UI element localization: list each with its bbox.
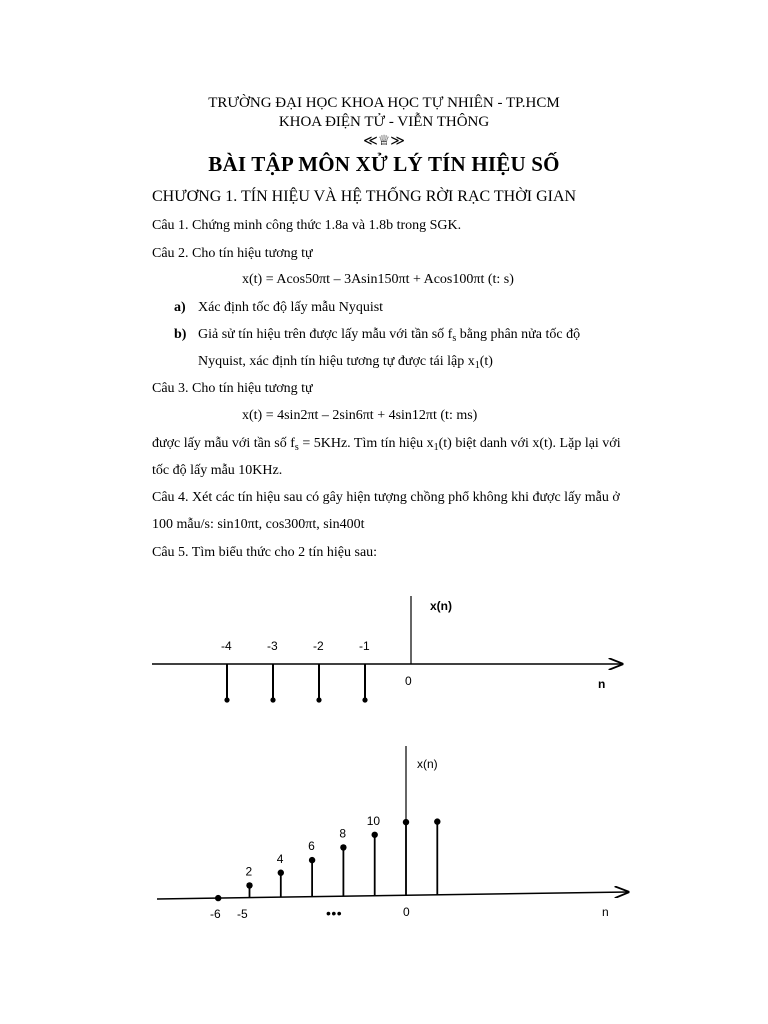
chart2-stem-dot-5 (372, 832, 378, 838)
faculty-name: KHOA ĐIỆN TỬ - VIỄN THÔNG (278, 114, 490, 130)
q3-line1-c: (t) biệt danh với x(t). Lặp lại với (438, 436, 621, 451)
q3-line1-b: = 5KHz. Tìm tín hiệu x (298, 436, 434, 451)
question-2b-marker: b) (174, 327, 187, 342)
chart2-value-label-2: 4 (276, 851, 284, 866)
chart2-tick-label-neg6: -6 (210, 907, 221, 921)
chart1-origin-label: 0 (405, 674, 412, 688)
chart2-value-label-5: 10 (366, 813, 381, 828)
q2b-line2-pre: Nyquist, xác định tín hiệu tương tự được tái lập x (198, 354, 475, 369)
chart2-value-label-1: 2 (245, 864, 253, 879)
chart2-stems (215, 814, 440, 902)
chart2-stem-dot-2 (278, 870, 284, 876)
question-2-intro: Câu 2. Cho tín hiệu tương tự (152, 246, 313, 261)
chart2-origin-label: 0 (403, 905, 410, 919)
chart1-tick-label-3: -1 (359, 639, 370, 653)
question-1: Câu 1. Chứng minh công thức 1.8a và 1.8b trong SGK. (152, 218, 462, 233)
university-name: TRƯỜNG ĐẠI HỌC KHOA HỌC TỰ NHIÊN - TP.HCM (208, 95, 560, 111)
question-5: Câu 5. Tìm biểu thức cho 2 tín hiệu sau: (152, 545, 378, 560)
question-4-line1: Câu 4. Xét các tín hiệu sau có gây hiện tượng chồng phổ không khi được lấy mẫu ở (152, 490, 620, 505)
chart2-x-axis (157, 892, 628, 899)
chart2-tick-label-neg5: -5 (237, 907, 248, 921)
question-3-line2: tốc độ lấy mẫu 10KHz. (152, 463, 283, 478)
q3-sub-s: s (294, 442, 299, 453)
chart2-xlabel: n (602, 905, 609, 919)
q3-line1-a: được lấy mẫu với tần số f (152, 436, 295, 451)
chart1-tick-label-1: -3 (267, 639, 278, 653)
chart2-value-label-3: 6 (308, 839, 315, 854)
chart1-xlabel: n (598, 677, 606, 691)
chart1-ylabel: x(n) (430, 599, 452, 613)
q2b-line1-pre: Giả sử tín hiệu trên được lấy mẫu với tần số f (198, 327, 453, 342)
q3-sub-1: 1 (433, 442, 439, 453)
chapter-heading: CHƯƠNG 1. TÍN HIỆU VÀ HỆ THỐNG RỜI RẠC THỜI GIAN (152, 188, 577, 205)
question-2a-marker: a) (174, 300, 186, 315)
q2b-line2-post: (t) (479, 354, 493, 369)
chart2-ylabel: x(n) (417, 757, 438, 771)
question-4-line2: 100 mẫu/s: sin10πt, cos300πt, sin400t (152, 517, 365, 532)
chart2-ellipsis: ••• (326, 905, 343, 921)
chart2-value-label-4: 8 (339, 826, 347, 841)
chart2-stem-dot-3 (309, 857, 315, 863)
chart2-stem-dot-7 (434, 818, 440, 824)
header-ornament: ≪♕≫ (363, 134, 405, 149)
question-3-intro: Câu 3. Cho tín hiệu tương tự (152, 381, 313, 396)
chart2-stem-dot-0 (215, 895, 221, 901)
chart2-stem-dot-1 (246, 882, 252, 888)
q2b-sub-1: 1 (474, 360, 480, 371)
chart1-tick-label-0: -4 (221, 639, 232, 653)
chart2-stem-dot-4 (340, 844, 346, 850)
question-3-formula: x(t) = 4sin2πt – 2sin6πt + 4sin12πt (t: ms) (242, 408, 478, 423)
chart2-stem-dot-6 (403, 819, 409, 825)
document-title: BÀI TẬP MÔN XỬ LÝ TÍN HIỆU SỐ (208, 152, 560, 176)
question-2-formula: x(t) = Acos50πt – 3Asin150πt + Acos100πt (t: s) (242, 272, 514, 287)
question-2a-text: Xác định tốc độ lấy mẫu Nyquist (198, 300, 384, 315)
q2b-sub-s: s (452, 333, 457, 344)
chart1-tick-label-2: -2 (313, 639, 324, 653)
q2b-line1-post: bằng phân nửa tốc độ (456, 327, 581, 342)
